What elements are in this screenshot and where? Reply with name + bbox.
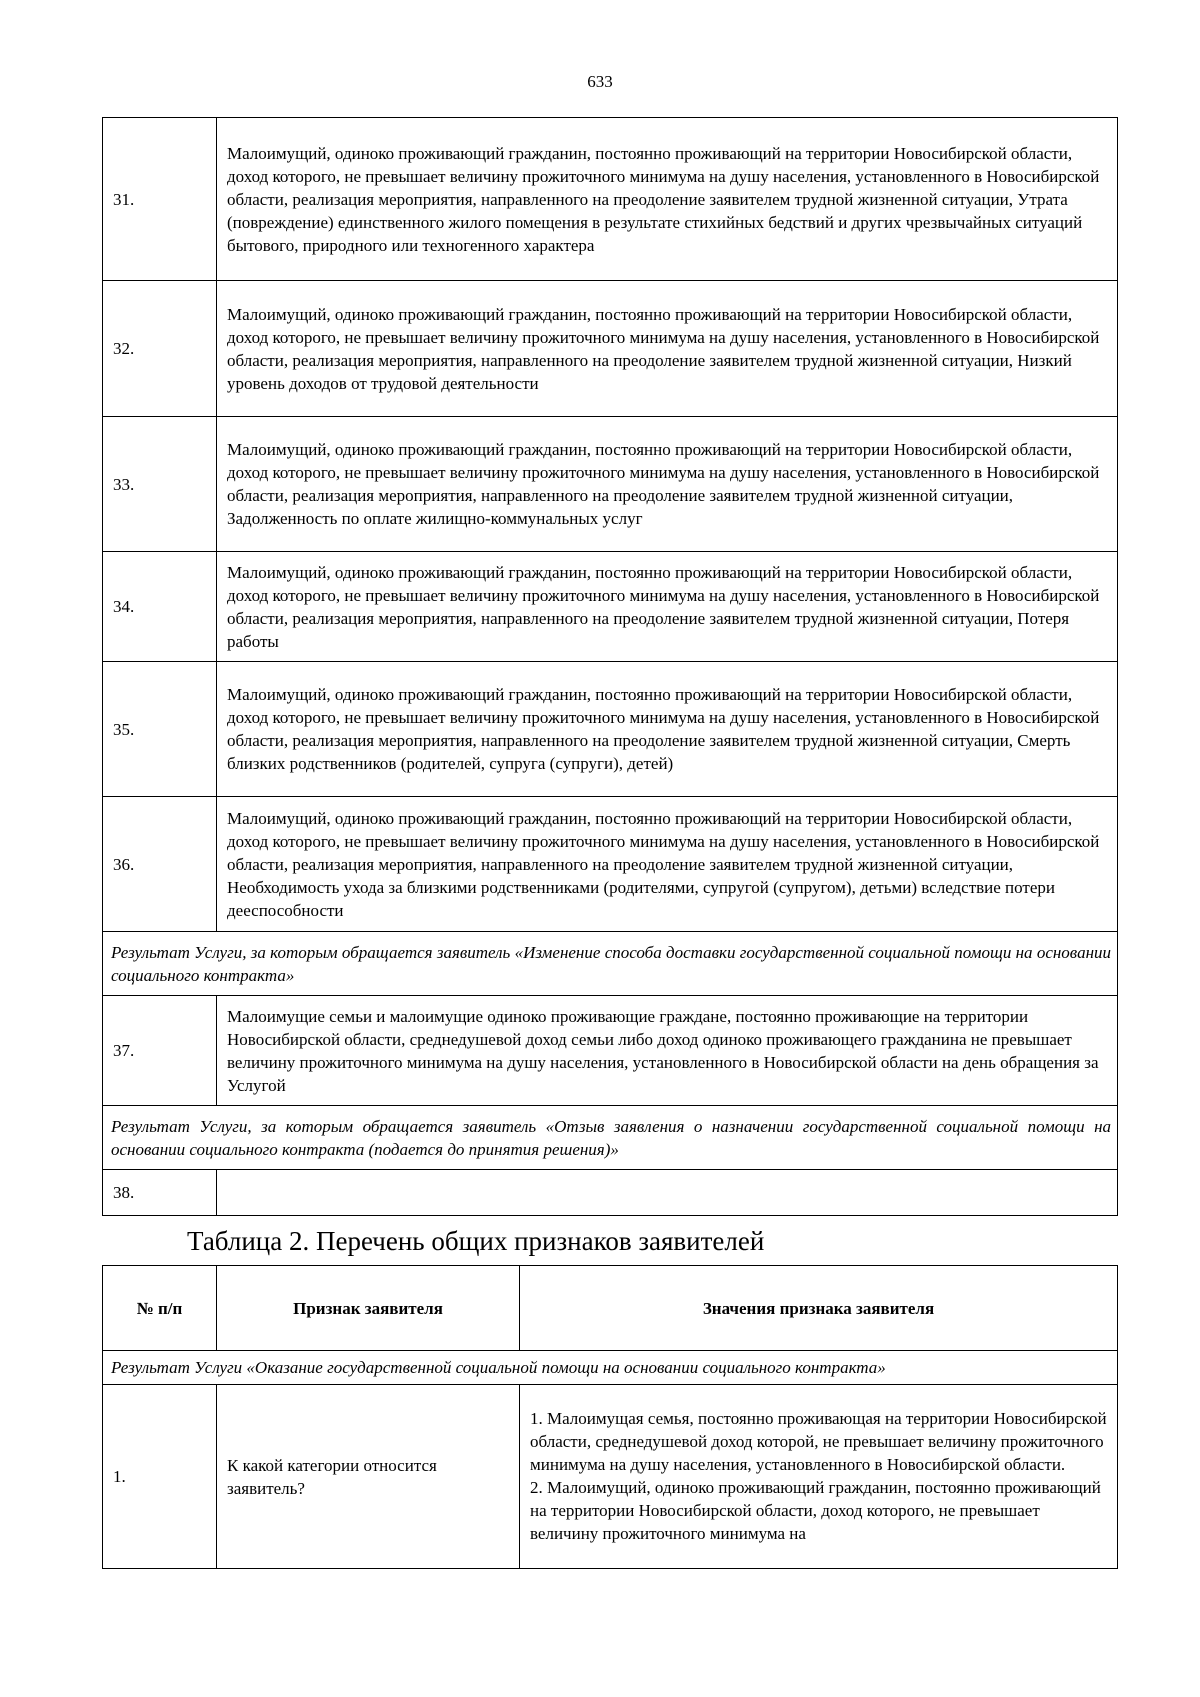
- row-number: 32.: [103, 281, 217, 417]
- table-row: [103, 1385, 1118, 1569]
- result-heading: Результат Услуги, за которым обращается заявитель «Изменение способа доставки государственной социальной помощи на основании социального контракта»: [103, 932, 1118, 996]
- row-text: Малоимущий, одиноко проживающий гражданин, постоянно проживающий на территории Новосибирской области, доход которого, не превышает величину прожиточного минимума на душу населения, установленного в Новосибирской области, реализация мероприятия, направленного на преодоление заявителем трудной жизненной ситуации, Потеря работы: [217, 552, 1118, 662]
- row-text: Малоимущий, одиноко проживающий гражданин, постоянно проживающий на территории Новосибирской области, доход которого, не превышает величину прожиточного минимума на душу населения, установленного в Новосибирской области, реализация мероприятия, направленного на преодоление заявителем трудной жизненной ситуации, Смерть близких родственников (родителей, супруга (супруги), детей): [217, 662, 1118, 797]
- row-number: 38.: [103, 1170, 217, 1216]
- answer-option: 2. Малоимущий, одиноко проживающий гражданин, постоянно проживающий на территории Новосибирской области, доход которого, не превышает величину прожиточного минимума на: [530, 1478, 1101, 1543]
- table-header-row: [103, 1266, 1118, 1351]
- row-number: 1.: [103, 1385, 217, 1569]
- table-row: [103, 417, 1118, 552]
- table-title: Таблица 2. Перечень общих признаков заявителей: [187, 1226, 765, 1256]
- row-number: 35.: [103, 662, 217, 797]
- attribute-values: [520, 1385, 1118, 1569]
- column-header-number: № п/п: [103, 1266, 217, 1351]
- result-heading-row: [103, 1351, 1118, 1385]
- result-heading: Результат Услуги «Оказание государственной социальной помощи на основании социального контракта»: [103, 1351, 1118, 1385]
- table-row: [103, 996, 1118, 1106]
- table-row: [103, 797, 1118, 932]
- row-text: Малоимущий, одиноко проживающий гражданин, постоянно проживающий на территории Новосибирской области, доход которого, не превышает величину прожиточного минимума на душу населения, установленного в Новосибирской области, реализация мероприятия, направленного на преодоление заявителем трудной жизненной ситуации, Низкий уровень доходов от трудовой деятельности: [217, 281, 1118, 417]
- table-row: [103, 662, 1118, 797]
- column-header-attribute: Признак заявителя: [217, 1266, 520, 1351]
- column-header-values: Значения признака заявителя: [520, 1266, 1118, 1351]
- applicant-attributes-table: [102, 1265, 1118, 1569]
- row-text: Малоимущий, одиноко проживающий гражданин, постоянно проживающий на территории Новосибирской области, доход которого, не превышает величину прожиточного минимума на душу населения, установленного в Новосибирской области, реализация мероприятия, направленного на преодоление заявителем трудной жизненной ситуации, Необходимость ухода за близкими родственниками (родителями, супругой (супругом), детьми) вследствие потери дееспособности: [217, 797, 1118, 932]
- row-text: Малоимущие семьи и малоимущие одиноко проживающие граждане, постоянно проживающие на территории Новосибирской области, среднедушевой доход семьи либо доход одиноко проживающего гражданина не превышает величину прожиточного минимума на душу населения, установленного в Новосибирской области на день обращения за Услугой: [217, 996, 1118, 1106]
- row-text: [217, 1170, 1118, 1216]
- row-number: 31.: [103, 118, 217, 281]
- row-number: 34.: [103, 552, 217, 662]
- row-number: 36.: [103, 797, 217, 932]
- result-heading: Результат Услуги, за которым обращается заявитель «Отзыв заявления о назначении государственной социальной помощи на основании социального контракта (подается до принятия решения)»: [103, 1106, 1118, 1170]
- table-row: [103, 552, 1118, 662]
- table-row: [103, 1170, 1118, 1216]
- row-text: Малоимущий, одиноко проживающий гражданин, постоянно проживающий на территории Новосибирской области, доход которого, не превышает величину прожиточного минимума на душу населения, установленного в Новосибирской области, реализация мероприятия, направленного на преодоление заявителем трудной жизненной ситуации, Задолженность по оплате жилищно-коммунальных услуг: [217, 417, 1118, 552]
- result-heading-row: [103, 932, 1118, 996]
- row-number: 37.: [103, 996, 217, 1106]
- applicant-variants-table: [102, 117, 1118, 1216]
- result-heading-row: [103, 1106, 1118, 1170]
- attribute-question: К какой категории относится заявитель?: [217, 1385, 520, 1569]
- table-row: [103, 281, 1118, 417]
- answer-option: 1. Малоимущая семья, постоянно проживающая на территории Новосибирской области, среднедушевой доход которой, не превышает величину прожиточного минимума на душу населения, установленного в Новосибирской области.: [530, 1409, 1107, 1474]
- row-text: Малоимущий, одиноко проживающий гражданин, постоянно проживающий на территории Новосибирской области, доход которого, не превышает величину прожиточного минимума на душу населения, установленного в Новосибирской области, реализация мероприятия, направленного на преодоление заявителем трудной жизненной ситуации, Утрата (повреждение) единственного жилого помещения в результате стихийных бедствий и других чрезвычайных ситуаций бытового, природного или техногенного характера: [217, 118, 1118, 281]
- row-number: 33.: [103, 417, 217, 552]
- page-number: 633: [587, 72, 613, 91]
- table-row: [103, 118, 1118, 281]
